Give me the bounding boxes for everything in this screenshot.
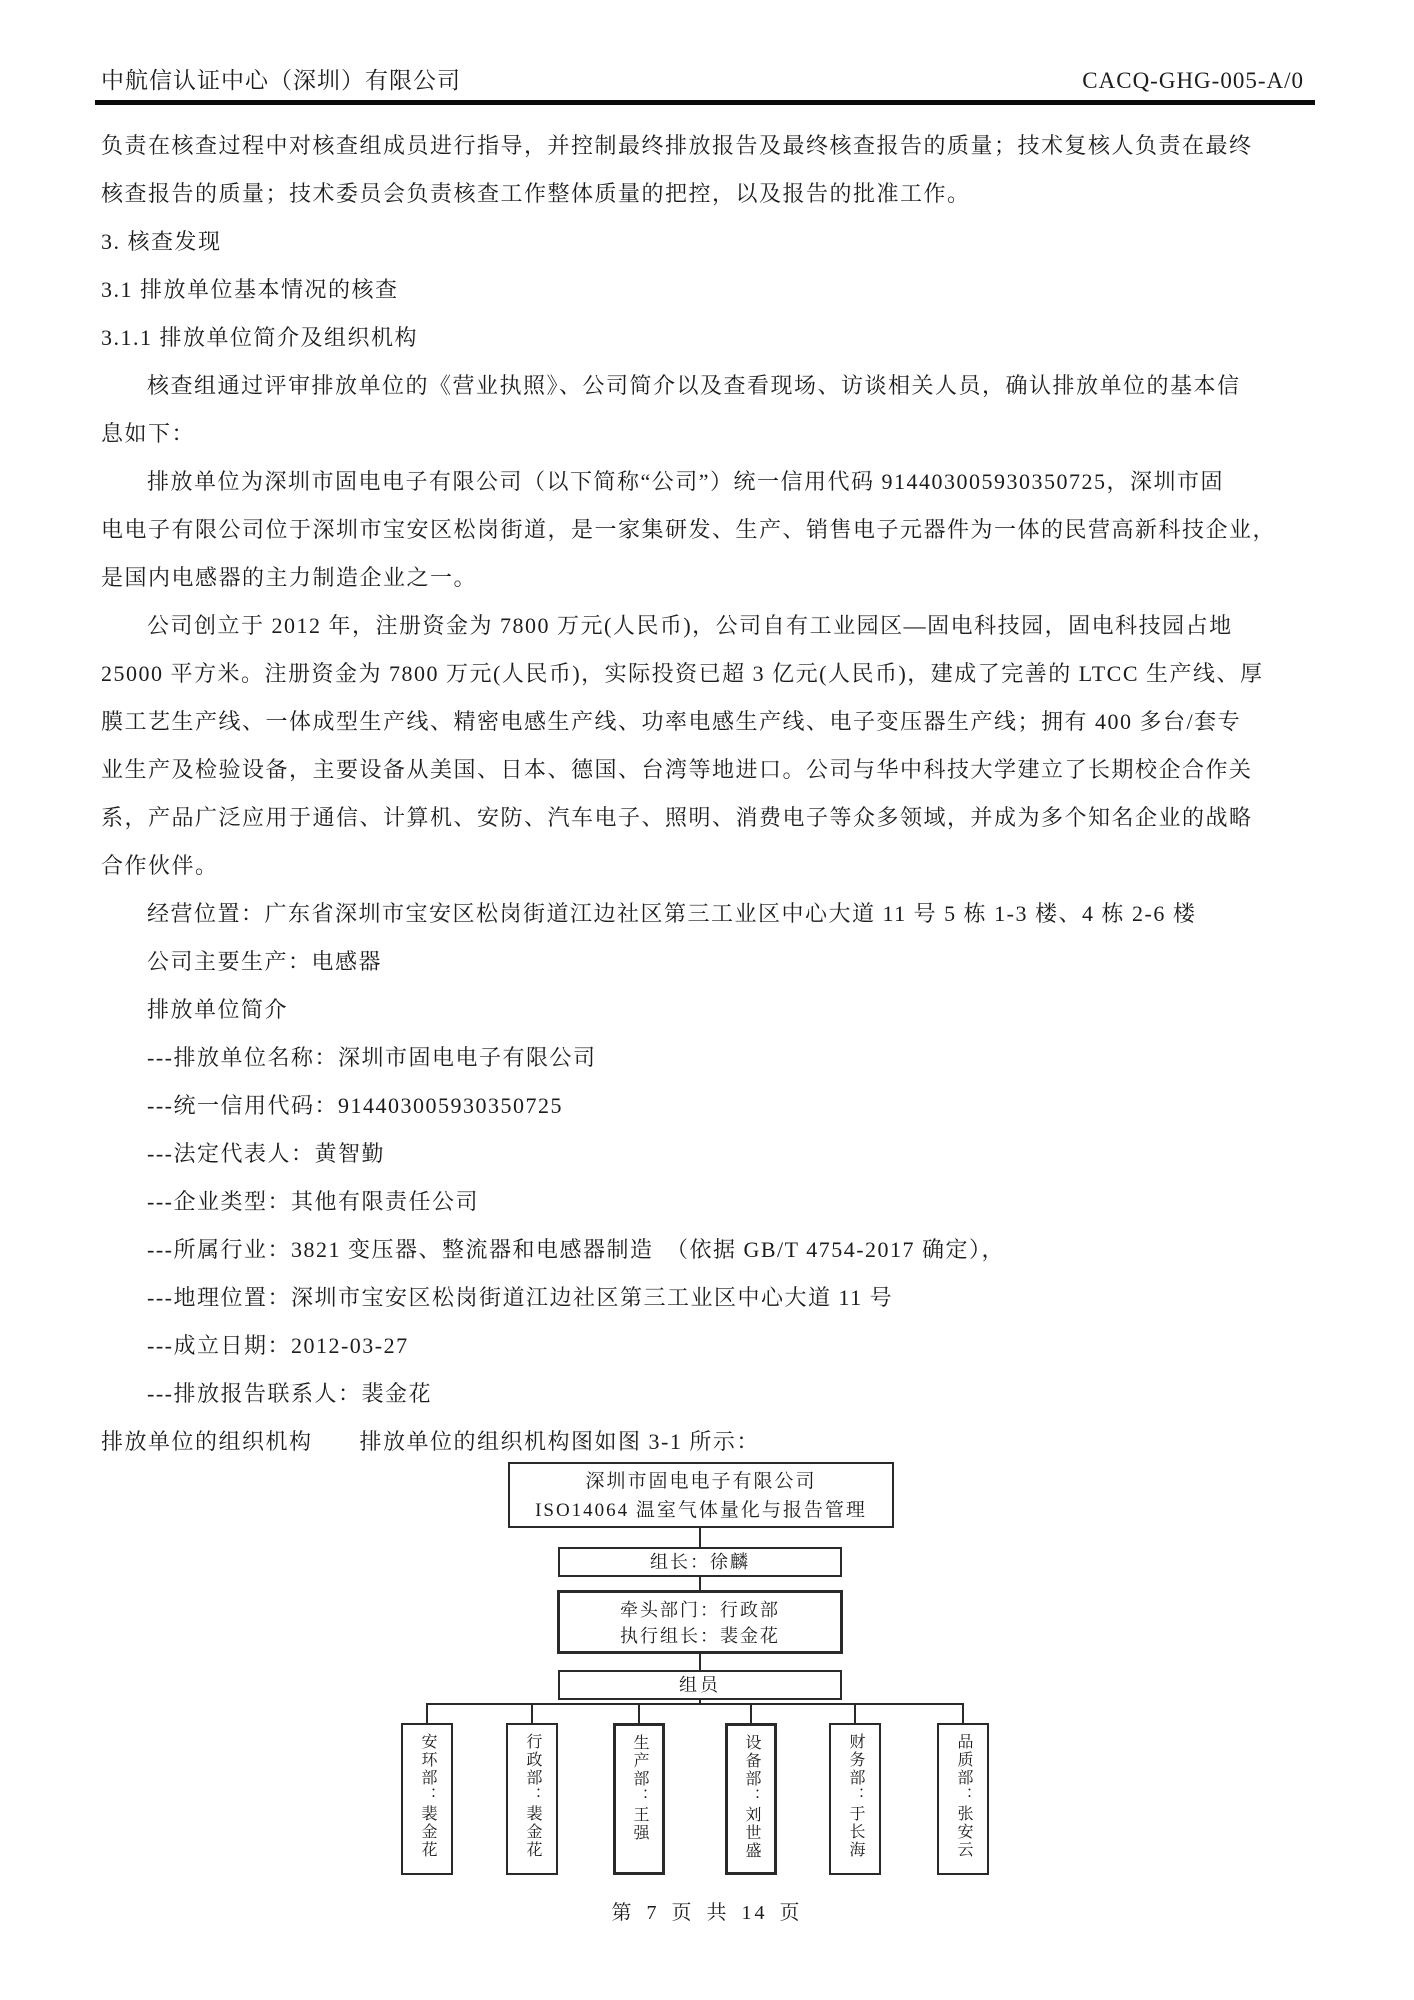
body-line: 排放单位简介 (147, 997, 289, 1022)
org-dept-box-xingzheng (506, 1723, 558, 1875)
org-chart-caption (101, 1418, 1323, 1466)
org-top-box (508, 1462, 894, 1528)
body-line: ---地理位置：深圳市宝安区松岗街道江边社区第三工业区中心大道 11 号 (147, 1285, 894, 1310)
body-text (101, 122, 1323, 1466)
body-line: 核查报告的质量；技术委员会负责核查工作整体质量的把控，以及报告的批准工作。 (101, 181, 971, 206)
body-line: ---成立日期：2012-03-27 (147, 1333, 409, 1358)
body-line: 膜工艺生产线、一体成型生产线、精密电感生产线、功率电感生产线、电子变压器生产线；拥有 400 多台/套专 (101, 709, 1242, 734)
org-dept-box-pinzhi (937, 1723, 989, 1875)
body-line: 公司主要生产：电感器 (147, 949, 383, 974)
body-line: ---企业类型：其他有限责任公司 (147, 1189, 479, 1214)
org-dept-box-shebei (725, 1723, 777, 1875)
body-line: ---排放报告联系人：裴金花 (147, 1381, 432, 1406)
body-line: 经营位置：广东省深圳市宝安区松岗街道江边社区第三工业区中心大道 11 号 5 栋 1-3 楼、4 栋 2-6 楼 (147, 901, 1197, 926)
connector-line (699, 1654, 701, 1670)
body-line: 3. 核查发现 (101, 229, 222, 254)
org-members-box: 组员 (558, 1670, 842, 1700)
page-header (101, 62, 1304, 95)
org-dept-label: 安环部：裴金花 (419, 1733, 436, 1859)
body-line: 排放单位为深圳市固电电子有限公司（以下简称“公司”）统一信用代码 914403005930350725，深圳市固 (147, 469, 1225, 494)
body-line: 25000 平方米。注册资金为 7800 万元(人民币)，实际投资已超 3 亿元(人民币)，建成了完善的 LTCC 生产线、厚 (101, 661, 1264, 686)
connector-line (962, 1705, 964, 1723)
connector-line (426, 1705, 428, 1723)
connector-line (699, 1577, 701, 1590)
body-line: 3.1 排放单位基本情况的核查 (101, 277, 399, 302)
org-top-box-line1: 深圳市固电电子有限公司 (585, 1471, 817, 1492)
org-lead-dept-box (557, 1590, 843, 1654)
header-company-name: 中航信认证中心（深圳）有限公司 (101, 68, 461, 93)
body-line: ---法定代表人：黄智勤 (147, 1141, 385, 1166)
connector-line (638, 1705, 640, 1723)
body-line: 业生产及检验设备，主要设备从美国、日本、德国、台湾等地进口。公司与华中科技大学建立了长期校企合作关 (101, 757, 1253, 782)
connector-line (426, 1703, 964, 1705)
org-dept-box-caiwu (829, 1723, 881, 1875)
connector-line (854, 1705, 856, 1723)
org-dept-label: 设备部：刘世盛 (743, 1734, 760, 1860)
org-dept-label: 品质部：张安云 (955, 1733, 972, 1859)
connector-line (531, 1705, 533, 1723)
org-dept-label: 财务部：于长海 (847, 1733, 864, 1859)
org-dept-box-shengchan (613, 1723, 665, 1875)
org-chart-caption-right: 排放单位的组织机构图如图 3-1 所示： (359, 1429, 760, 1454)
connector-line (750, 1705, 752, 1723)
body-line: 系，产品广泛应用于通信、计算机、安防、汽车电子、照明、消费电子等众多领域，并成为多个知名企业的战略 (101, 805, 1253, 830)
body-line: 负责在核查过程中对核查组成员进行指导，并控制最终排放报告及最终核查报告的质量；技术复核人负责在最终 (101, 133, 1253, 158)
org-dept-label: 行政部：裴金花 (524, 1733, 541, 1859)
page-footer: 第 7 页 共 14 页 (611, 1902, 803, 1924)
body-line: 合作伙伴。 (101, 853, 219, 878)
org-lead-dept-line2: 执行组长：裴金花 (620, 1626, 780, 1646)
connector-line (699, 1528, 701, 1547)
body-line: ---所属行业：3821 变压器、整流器和电感器制造 （依据 GB/T 4754-2017 确定）， (147, 1237, 1006, 1262)
org-chart-caption-left: 排放单位的组织机构 (101, 1429, 313, 1454)
body-line: ---排放单位名称：深圳市固电电子有限公司 (147, 1045, 597, 1070)
org-leader-box: 组长：徐麟 (558, 1547, 842, 1577)
header-doc-number: CACQ-GHG-005-A/0 (1082, 68, 1304, 93)
body-line: 息如下： (101, 421, 196, 446)
body-line: 3.1.1 排放单位简介及组织机构 (101, 325, 419, 350)
header-rule (95, 100, 1315, 105)
body-line: 公司创立于 2012 年，注册资金为 7800 万元(人民币)，公司自有工业园区—固电科技园，固电科技园占地 (147, 613, 1233, 638)
body-line: ---统一信用代码：914403005930350725 (147, 1093, 563, 1118)
org-lead-dept-line1: 牵头部门：行政部 (620, 1600, 780, 1620)
body-line: 是国内电感器的主力制造企业之一。 (101, 565, 478, 590)
org-dept-label: 生产部：王强 (631, 1734, 648, 1842)
body-line: 核查组通过评审排放单位的《营业执照》、公司简介以及查看现场、访谈相关人员，确认排放单位的基本信 (147, 373, 1241, 398)
org-dept-box-anhuan (401, 1723, 453, 1875)
body-line: 电电子有限公司位于深圳市宝安区松岗街道，是一家集研发、生产、销售电子元器件为一体的民营高新科技企业， (101, 517, 1277, 542)
org-top-box-line2: ISO14064 温室气体量化与报告管理 (535, 1500, 867, 1521)
